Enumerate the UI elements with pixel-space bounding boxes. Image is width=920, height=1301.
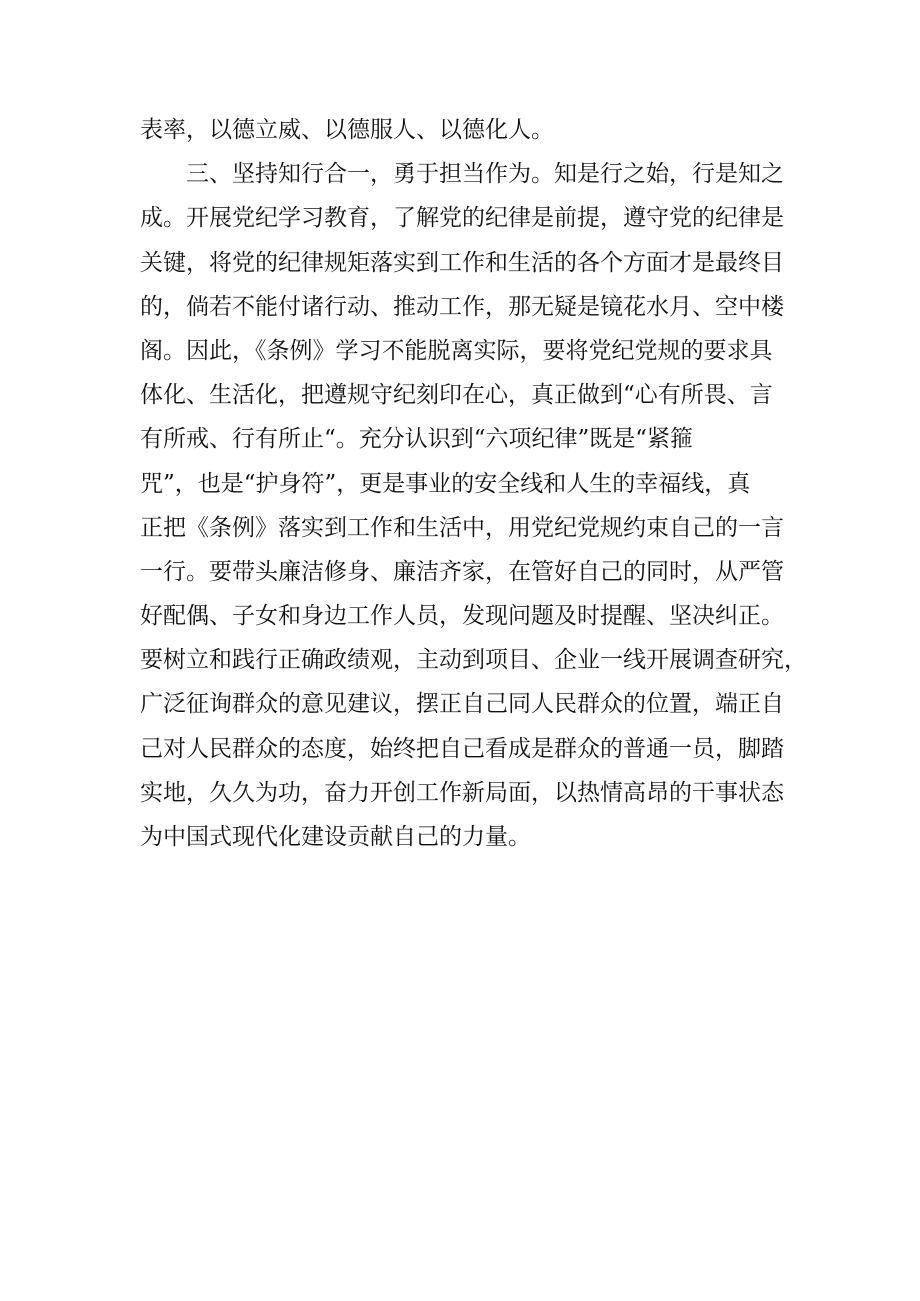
text-line: 有所戒、行有所止“。充分认识到“六项纪律”既是“紧箍	[140, 426, 694, 453]
text-line: 实地，久久为功，奋力开创工作新局面，以热情高昂的干事状态	[140, 779, 784, 806]
text-line: 阁。因此，《条例》学习不能脱离实际，要将党纪党规的要求具	[140, 337, 773, 364]
text-line: 要树立和践行正确政绩观，主动到项目、企业一线开展调查研究，	[140, 647, 807, 674]
text-line: 好配偶、子女和身边工作人员，发现问题及时提醒、坚决纠正。	[140, 603, 784, 630]
text-line: 一行。要带头廉洁修身、廉洁齐家，在管好自己的同时，从严管	[140, 558, 784, 585]
text-line: 体化、生活化，把遵规守纪刻印在心，真正做到“心有所畏、言	[140, 382, 773, 409]
body-text	[140, 108, 807, 859]
text-line: 表率，以德立威、以德服人、以德化人。	[140, 117, 554, 143]
text-line: 关键，将党的纪律规矩落实到工作和生活的各个方面才是最终目	[140, 249, 784, 276]
text-line: 己对人民群众的态度，始终把自己看成是群众的普通一员，脚踏	[140, 735, 784, 762]
text-line: 的，倘若不能付诸行动、推动工作，那无疑是镜花水月、空中楼	[140, 293, 784, 320]
text-line: 为中国式现代化建设贡献自己的力量。	[140, 824, 531, 850]
text-line: 广泛征询群众的意见建议，摆正自己同人民群众的位置，端正自	[140, 691, 784, 718]
text-line: 咒”，也是“护身符”，更是事业的安全线和人生的幸福线，真	[140, 470, 751, 497]
section-heading-line: 三、坚持知行合一，勇于担当作为。知是行之始，行是知之	[186, 161, 784, 188]
text-line: 正把《条例》落实到工作和生活中，用党纪党规约束自己的一言	[140, 514, 784, 541]
text-line: 成。开展党纪学习教育，了解党的纪律是前提，遵守党的纪律是	[140, 205, 784, 232]
